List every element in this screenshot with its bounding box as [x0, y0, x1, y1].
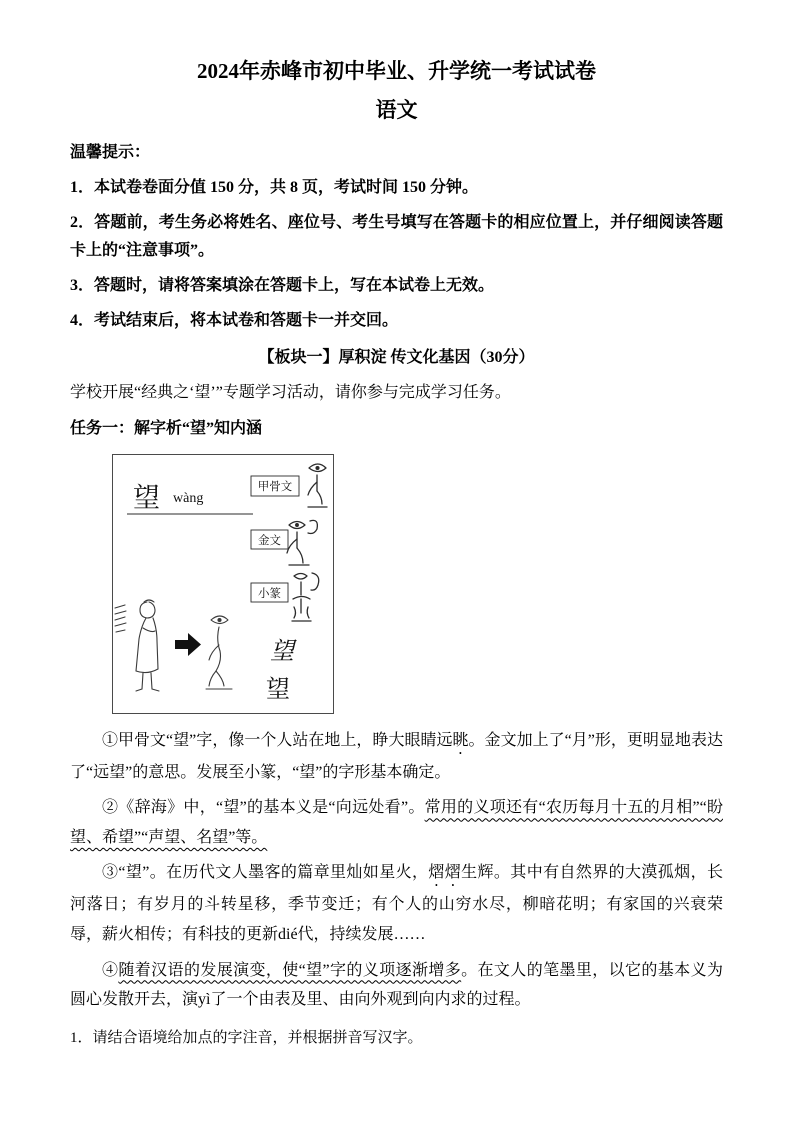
oracle-bone-script-label-text: 甲骨文 — [257, 480, 293, 493]
tip-item-3: 3．答题时，请将答案填涂在答题卡上，写在本试卷上无效。 — [70, 276, 495, 294]
paragraph-4 — [70, 956, 723, 1015]
para3-seg1: ③“望”。在历代文人墨客的篇章里灿如星火， — [102, 864, 429, 882]
para2-seg1: ②《辞海》中，“望”的基本义是“向远处看”。 — [102, 799, 425, 817]
oracle-bone-script-label — [251, 476, 299, 496]
para1-dotted-char: 眺 — [452, 731, 469, 749]
arrow-icon — [175, 633, 201, 656]
section-intro: 学校开展“经典之‘望’”专题学习活动，请你参与完成学习任务。 — [70, 384, 511, 402]
regular-form-char: 望 — [266, 676, 290, 703]
oracle-script-glyph — [308, 464, 327, 507]
para3-seg2: 生辉。其中有自然界的大漠孤烟，长河落日；有岁月的斗转星移，季节变迁；有个人的山穷水尽，柳暗花明；有家国的兴衰荣辱，薪火相传；有科技的更新dié代，持续发展…… — [70, 864, 723, 944]
para4-wavy-underlined: 随着汉语的发展演变，使“望”字的义项逐渐增多 — [118, 961, 462, 979]
bronze-script-label — [251, 530, 288, 549]
tip-item-4: 4．考试结束后，将本试卷和答题卡一并交回。 — [70, 311, 399, 329]
question-1: 1．请结合语境给加点的字注音，并根据拼音写汉字。 — [70, 1029, 423, 1046]
paragraph-3 — [70, 858, 723, 949]
para4-seg2: 。在文人的笔墨里，以它的基本义为圆心发散开去，演yì了一个由表及里、由向外观到向内求的过程。 — [70, 961, 723, 1009]
seal-script-label-text: 小篆 — [258, 587, 281, 600]
task-one-header: 任务一：解字析“望”知内涵 — [70, 420, 263, 438]
exam-title: 2024年赤峰市初中毕业、升学统一考试试卷 — [197, 59, 596, 83]
para4-marker: ④ — [102, 961, 119, 979]
para1-seg2: 。金文加上了“月”形，更明显地表达了“远望”的意思。发展至小篆，“望”的字形基本确定。 — [70, 731, 723, 781]
standing-person-sketch — [115, 600, 159, 691]
paragraph-2 — [70, 793, 723, 852]
figure-pinyin: wàng — [173, 490, 204, 506]
section-one-header: 【板块一】厚积淀 传文化基因（30分） — [258, 348, 535, 366]
tips-header: 温馨提示： — [70, 143, 151, 161]
oracle-person-glyph-sketch — [206, 616, 232, 689]
exam-subject: 语文 — [375, 97, 418, 122]
figure-main-char: 望 — [133, 482, 160, 513]
bronze-script-glyph — [287, 520, 317, 565]
wang-evolution-diagram — [113, 455, 331, 711]
wang-character-evolution-figure — [112, 454, 334, 714]
clerical-form-char: 望 — [270, 638, 294, 665]
para1-seg1: ①甲骨文“望”字，像一个人站在地上，睁大眼睛远 — [102, 731, 453, 749]
bronze-script-label-text: 金文 — [258, 534, 281, 547]
para3-dotted-chars: 熠熠 — [428, 864, 462, 882]
seal-script-glyph — [292, 573, 319, 621]
para2-wavy-underlined: 常用的义项还有“农历每月十五的月相”“盼望、希望”“声望、名望”等。 — [70, 799, 723, 846]
paragraph-1 — [70, 726, 723, 788]
tip-item-1: 1．本试卷卷面分值 150 分，共 8 页，考试时间 150 分钟。 — [70, 178, 479, 196]
seal-script-label — [251, 583, 288, 602]
tip-item-2: 2．答题前，考生务必将姓名、座位号、考生号填写在答题卡的相应位置上，并仔细阅读答题卡上的“注意事项”。 — [70, 213, 723, 259]
